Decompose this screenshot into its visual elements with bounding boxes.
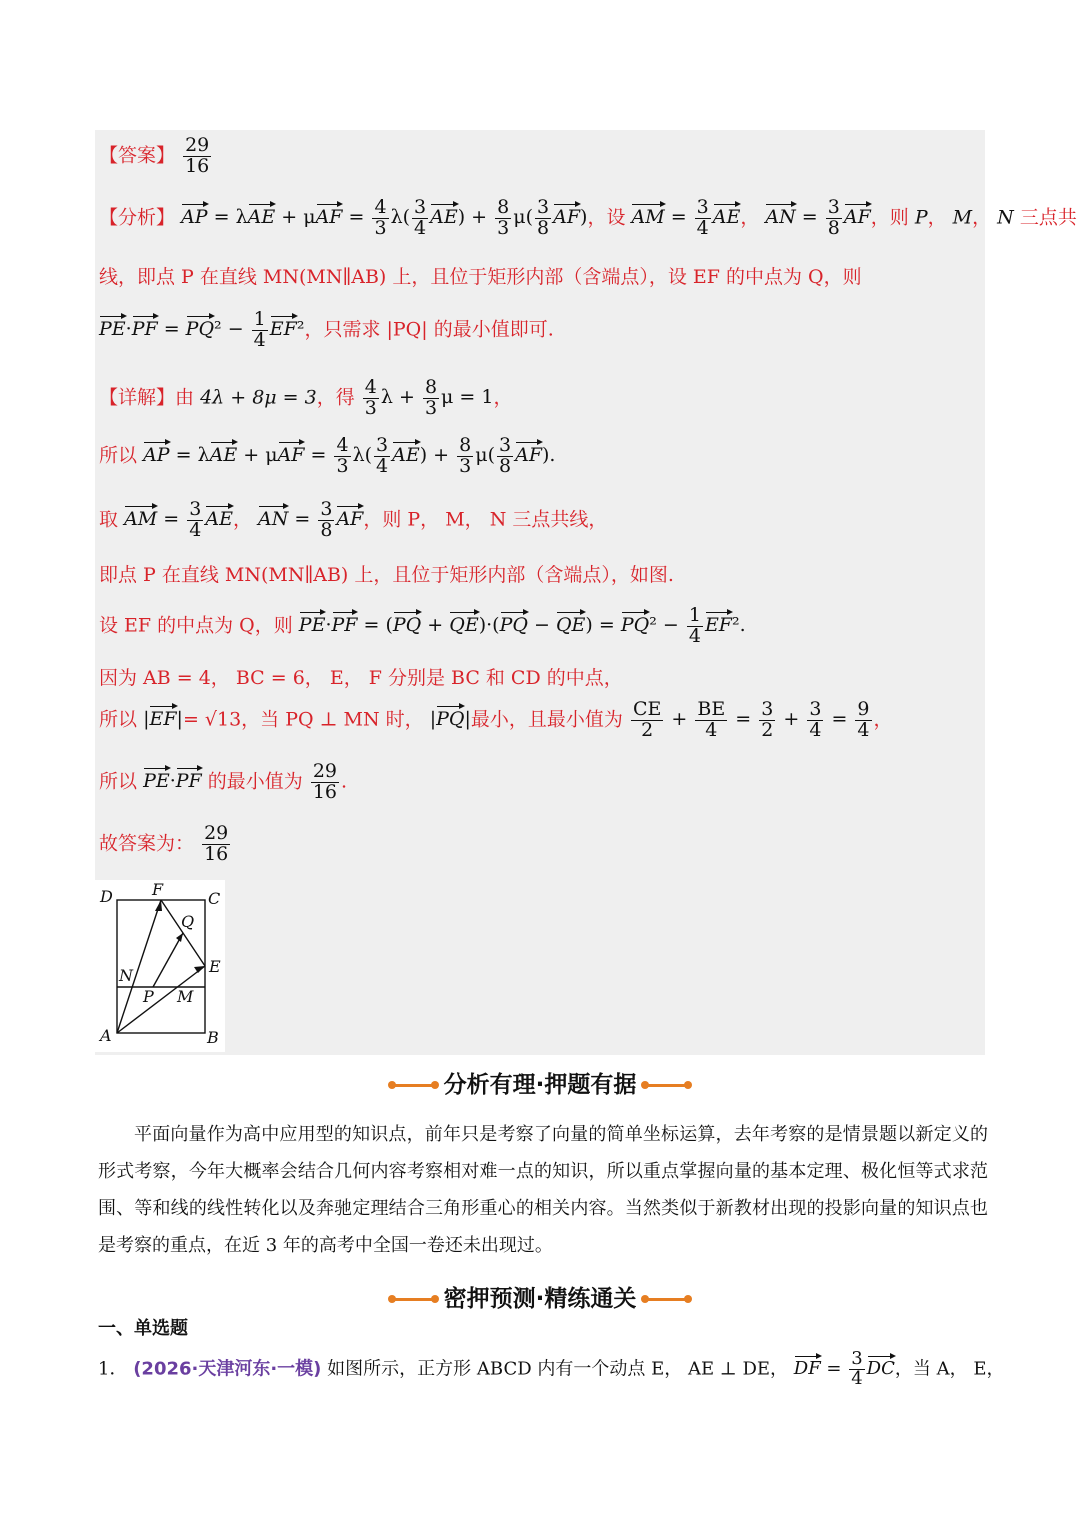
answer-fraction: $\frac{29}{16}$ bbox=[185, 134, 210, 177]
answer-panel bbox=[95, 130, 1077, 1055]
section-title-predict: 密押预测·精练通关 bbox=[0, 1280, 1080, 1313]
detail-line-8: 所以 PE·PF 的最小值为 $\frac{29}{16}$ . bbox=[99, 760, 348, 803]
geometry-figure bbox=[95, 880, 225, 1052]
detail-line-7: 所以 |EF|= √13，当 PQ ⊥ MN 时， |PQ|最小，且最小值为 $\frac{CE}{2}$ + $\frac{BE}{4}$ = $\frac{3}{2}$ + $\frac{3}{4}$ = $\frac{9}{4}$ ， bbox=[99, 698, 893, 741]
analysis-label: 【分析】 bbox=[99, 206, 176, 229]
answer-label: 【答案】 bbox=[99, 144, 176, 167]
single-choice-heading: 一、单选题 bbox=[98, 1318, 188, 1339]
section-title-analysis: 分析有理·押题有据 bbox=[0, 1066, 1080, 1099]
label-e: E bbox=[209, 957, 221, 976]
label-b: B bbox=[207, 1028, 219, 1047]
label-m: M bbox=[177, 987, 194, 1006]
question-1: 1． (2026·天津河东·一模) 如图所示，正方形 ABCD 内有一个动点 E， AE ⊥ DE， DF = $\frac{3}{4}$ DC，当 A， E， bbox=[98, 1348, 1005, 1389]
detail-line-6: 因为 AB = 4， BC = 6， E， F 分别是 BC 和 CD 的中点， bbox=[99, 667, 623, 689]
detail-line-9: 故答案为： $\frac{29}{16}$ bbox=[99, 822, 229, 865]
label-q: Q bbox=[181, 912, 195, 931]
analysis-paragraph: 平面向量作为高中应用型的知识点，前年只是考察了向量的简单坐标运算，去年考察的是情景题以新定义的形式考察，今年大概率会结合几何内容考察相对难一点的知识，所以重点掌握向量的基本定理、极化恒等式求范围、等和线的线性转化以及奔驰定理结合三角形重心的相关内容。当然类似于新教材出现的投影向量的知识点也是考察的重点，在近 3 年的高考中全国一卷还未出现过。 bbox=[98, 1124, 988, 1256]
detail-line-2: 所以 AP = λAE + μAF = $\frac{4}{3}$ λ( $\frac{3}{4}$ AE) + $\frac{8}{3}$ μ( $\frac{3}{8}$ AF). bbox=[99, 434, 556, 477]
answer-line bbox=[99, 136, 213, 177]
detail-label: 【详解】 bbox=[99, 386, 176, 409]
analysis-line-3: PE·PF = PQ² − $\frac{1}{4}$ EF²，只需求 |PQ| 的最小值即可. bbox=[99, 308, 554, 351]
analysis-line-2: 线，即点 P 在直线 MN(MN∥AB) 上，且位于矩形内部（含端点），设 EF 的中点为 Q，则 bbox=[99, 266, 862, 288]
detail-line-1: 【详解】由 4λ + 8μ = 3，得 $\frac{4}{3}$ λ + $\frac{8}{3}$ μ = 1， bbox=[99, 376, 513, 419]
question-source: (2026·天津河东·一模) bbox=[133, 1358, 322, 1380]
detail-line-4: 即点 P 在直线 MN(MN∥AB) 上，且位于矩形内部（含端点），如图. bbox=[99, 564, 674, 586]
label-f: F bbox=[152, 880, 164, 899]
label-n: N bbox=[119, 966, 133, 985]
detail-line-3: 取 AM = $\frac{3}{4}$ AE， AN = $\frac{3}{8}$ AF，则 P， M， N 三点共线， bbox=[99, 498, 608, 541]
label-c: C bbox=[208, 889, 221, 908]
analysis-line-1: 【分析】 AP = λAE + μAF = $\frac{4}{3}$ λ( $\frac{3}{4}$ AE) + $\frac{8}{3}$ μ( $\frac{3}{8}$ AF)，设 AM = $\frac{3}{4}$ AE， AN = $\frac{3}{8}$ AF，则 P， M， N 三点共 bbox=[99, 196, 1077, 239]
label-p: P bbox=[143, 987, 154, 1006]
label-a: A bbox=[100, 1026, 112, 1045]
label-d: D bbox=[100, 887, 113, 906]
detail-line-5: 设 EF 的中点为 Q，则 PE·PF = (PQ + QE)·(PQ − QE) = PQ² − $\frac{1}{4}$ EF². bbox=[99, 604, 746, 647]
